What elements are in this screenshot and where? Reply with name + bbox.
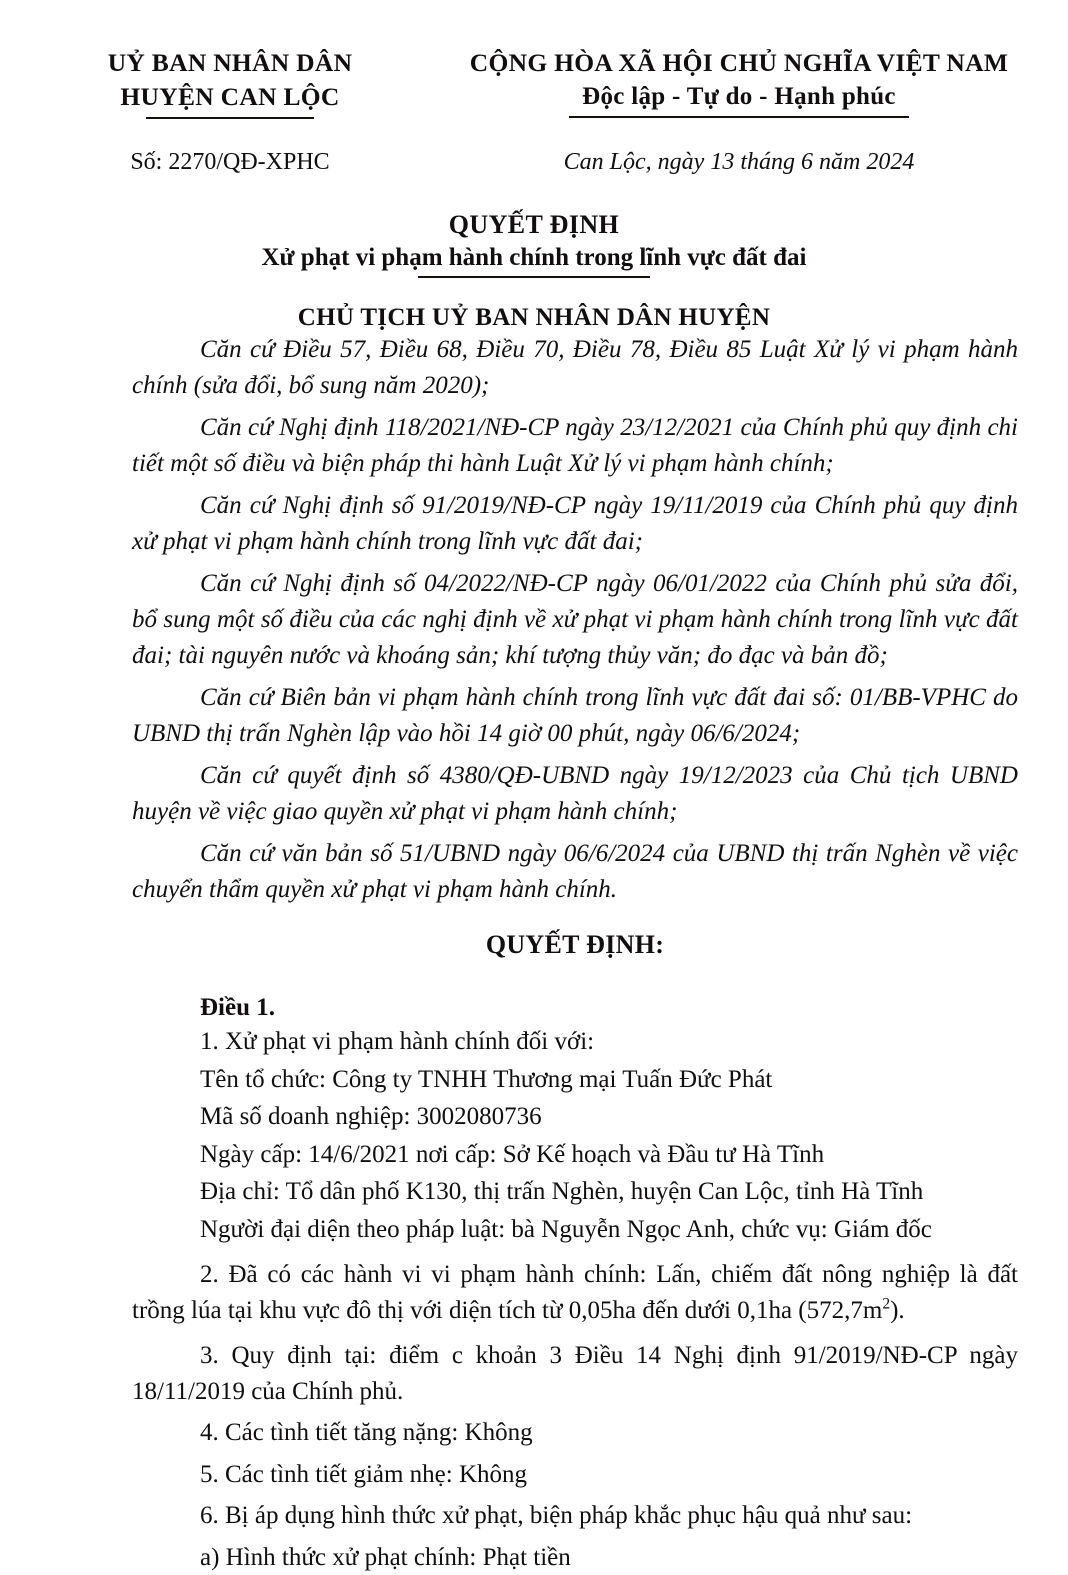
document-number: Số: 2270/QĐ-XPHC: [130, 149, 330, 175]
legal-representative: Người đại diện theo pháp luật: bà Nguyễn Ngọc Anh, chức vụ: Giám đốc: [200, 1215, 932, 1243]
article-1-item-6: 6. Bị áp dụng hình thức xử phạt, biện pháp khắc phục hậu quả như sau:: [200, 1502, 913, 1530]
business-code: Mã số doanh nghiệp: 3002080736: [200, 1103, 542, 1131]
national-heading-block: [440, 46, 1068, 118]
national-title: CỘNG HÒA XÃ HỘI CHỦ NGHĨA VIỆT NAM: [469, 48, 1009, 77]
signing-authority: CHỦ TỊCH UỶ BAN NHÂN DÂN HUYỆN: [297, 304, 771, 332]
issuer-line-1: UỶ BAN NHÂN DÂN: [107, 48, 353, 77]
issuer-underline: [146, 117, 314, 119]
legal-basis-paragraph: Căn cứ Biên bản vi phạm hành chính trong lĩnh vực đất đai số: 01/BB-VPHC do UBND thị trấn Nghèn lập vào hồi 14 giờ 00 phút, ngày 06/6/2024;: [132, 684, 1018, 748]
document-header: [0, 0, 1068, 119]
article-1-item-5: 5. Các tình tiết giảm nhẹ: Không: [200, 1460, 528, 1488]
legal-basis-paragraph: Căn cứ Nghị định số 91/2019/NĐ-CP ngày 19/11/2019 của Chính phủ quy định xử phạt vi phạm hành chính trong lĩnh vực đất đai;: [132, 492, 1018, 556]
square-meter-superscript: 2: [882, 1295, 891, 1313]
motto-underline: [569, 116, 909, 118]
title-block: [0, 210, 1068, 278]
issue-date-and-place: Ngày cấp: 14/6/2021 nơi cấp: Sở Kế hoạch và Đầu tư Hà Tĩnh: [200, 1140, 825, 1168]
article-1-item-1: 1. Xử phạt vi phạm hành chính đối với:: [200, 1028, 595, 1056]
number-date-row: [0, 149, 1068, 176]
legal-basis-paragraph: Căn cứ Nghị định 118/2021/NĐ-CP ngày 23/12/2021 của Chính phủ quy định chi tiết một số điều và biện pháp thi hành Luật Xử lý vi phạm hành chính;: [132, 414, 1018, 478]
legal-basis-paragraph: Căn cứ quyết định số 4380/QĐ-UBND ngày 19/12/2023 của Chủ tịch UBND huyện về việc giao quyền xử phạt vi phạm hành chính;: [132, 762, 1018, 826]
document-body: [132, 332, 1018, 1575]
article-1-item-6a: a) Hình thức xử phạt chính: Phạt tiền: [200, 1543, 571, 1571]
article-1-item-3: 3. Quy định tại: điểm c khoản 3 Điều 14 Nghị định 91/2019/NĐ-CP ngày 18/11/2019 của Chính phủ.: [132, 1342, 1018, 1405]
subtitle-underline: [418, 276, 650, 278]
document-title: QUYẾT ĐỊNH: [448, 210, 620, 239]
organization-address: Địa chỉ: Tổ dân phố K130, thị trấn Nghèn, huyện Can Lộc, tỉnh Hà Tĩnh: [200, 1178, 924, 1206]
article-1-heading: Điều 1.: [200, 994, 275, 1022]
legal-basis-paragraph: Căn cứ văn bản số 51/UBND ngày 06/6/2024 của UBND thị trấn Nghèn về việc chuyển thẩm quyền xử phạt vi phạm hành chính.: [132, 840, 1018, 904]
legal-basis-paragraph: Căn cứ Điều 57, Điều 68, Điều 70, Điều 78, Điều 85 Luật Xử lý vi phạm hành chính (sửa đổi, bổ sung năm 2020);: [132, 336, 1018, 400]
organization-name: Tên tổ chức: Công ty TNHH Thương mại Tuấn Đức Phát: [200, 1065, 773, 1093]
issuing-authority-block: [20, 46, 440, 119]
legal-basis-paragraph: Căn cứ Nghị định số 04/2022/NĐ-CP ngày 06/01/2022 của Chính phủ sửa đổi, bổ sung một số điều của các nghị định về xử phạt vi phạm hành chính trong lĩnh vực đất đai; tài nguyên nước và khoáng sản; khí tượng thủy văn; đo đạc và bản đồ;: [132, 570, 1018, 670]
document-subtitle: Xử phạt vi phạm hành chính trong lĩnh vực đất đai: [261, 244, 807, 271]
violation-text: 2. Đã có các hành vi vi phạm hành chính: Lấn, chiếm đất nông nghiệp là đất trồng lúa tại khu vực đô thị với diện tích từ 0,05ha đến dưới 0,1ha (572,7m: [132, 1261, 1018, 1324]
article-1-item-4: 4. Các tình tiết tăng nặng: Không: [200, 1419, 533, 1447]
decide-heading: QUYẾT ĐỊNH:: [485, 930, 665, 960]
issuer-line-2: HUYỆN CAN LỘC: [120, 81, 340, 111]
place-and-date: Can Lộc, ngày 13 tháng 6 năm 2024: [563, 149, 915, 175]
article-1-item-2: [132, 1257, 1018, 1328]
national-motto: Độc lập - Tự do - Hạnh phúc: [582, 82, 896, 110]
violation-text-end: ).: [890, 1296, 905, 1324]
